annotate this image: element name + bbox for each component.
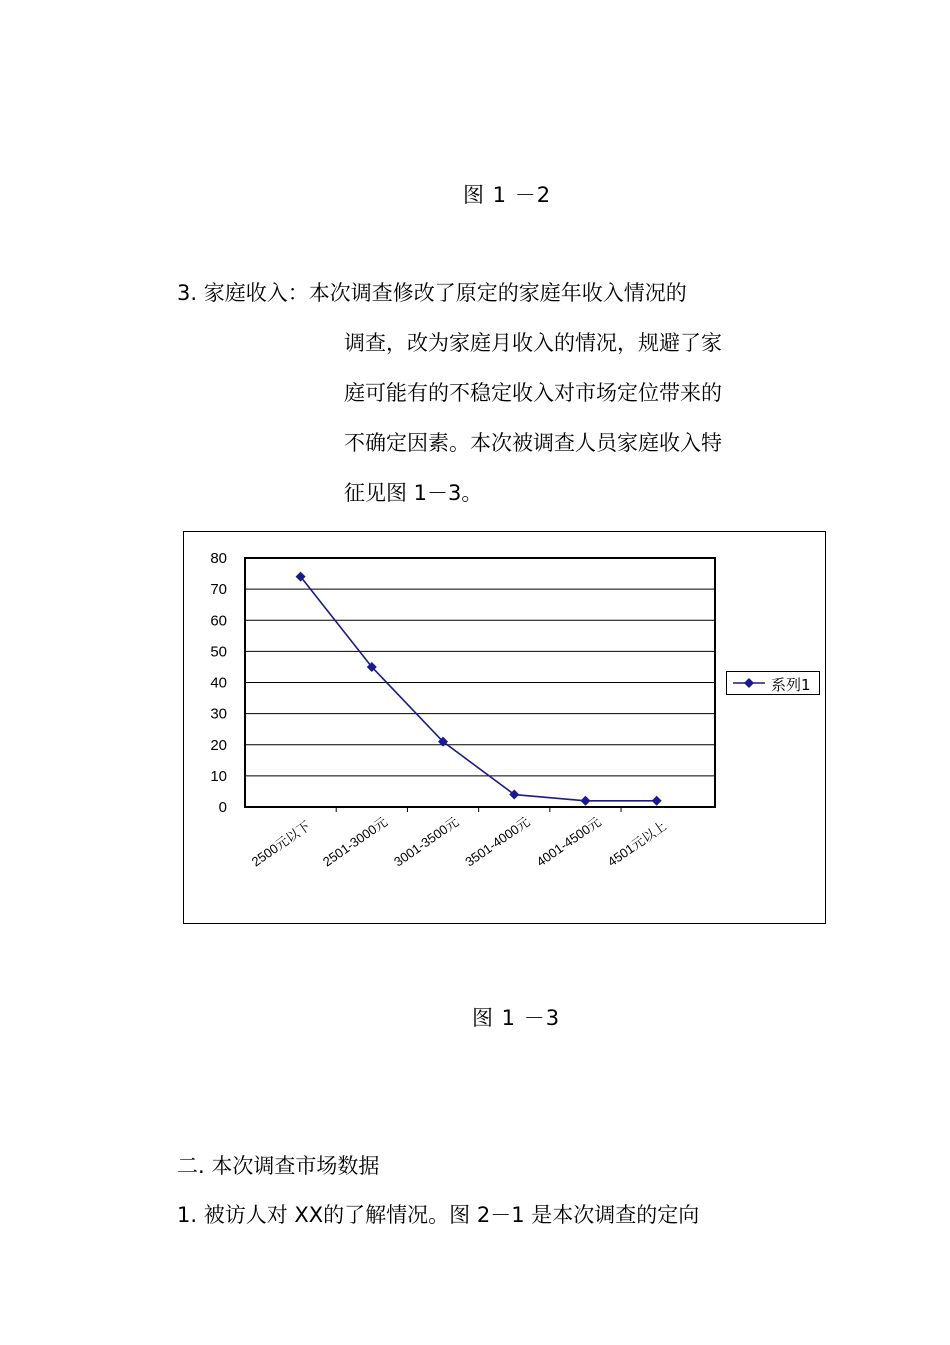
- chart-canvas: [184, 532, 827, 925]
- x-category-label: 4501元以上: [604, 818, 670, 870]
- y-tick-label: 80: [210, 550, 227, 567]
- y-tick-label: 70: [210, 581, 227, 599]
- data-point: [652, 796, 662, 806]
- x-category-label: 2500元以下: [248, 818, 313, 870]
- y-tick-label: 60: [210, 612, 227, 630]
- section3-line1: 3. 家庭收入：本次调查修改了原定的家庭年收入情况的: [177, 281, 687, 305]
- income-chart: [183, 531, 826, 924]
- section3-line4: 不确定因素。本次被调查人员家庭收入特: [344, 431, 722, 455]
- y-tick-label: 20: [210, 736, 227, 754]
- legend-marker-icon: [729, 672, 769, 694]
- legend-label: 系列1: [771, 676, 811, 694]
- data-point: [580, 796, 590, 806]
- x-category-label: 3001-3500元: [391, 814, 462, 870]
- y-tick-label: 0: [218, 799, 227, 816]
- figure-caption-1-2: 图 1 －2: [463, 183, 552, 207]
- x-category-label: 2501-3000元: [319, 814, 391, 870]
- section2-heading: 二. 本次调查市场数据: [177, 1154, 380, 1178]
- section3-line3: 庭可能有的不稳定收入对市场定位带来的: [344, 381, 722, 405]
- y-tick-label: 10: [210, 767, 227, 785]
- y-tick-label: 50: [210, 643, 227, 661]
- series-line: [301, 577, 657, 801]
- section3-line5: 征见图 1－3。: [344, 481, 483, 505]
- section2-line1: 1. 被访人对 XX的了解情况。图 2－1 是本次调查的定向: [177, 1203, 700, 1227]
- section3-line2: 调查，改为家庭月收入的情况，规避了家: [344, 331, 722, 355]
- chart-legend: [726, 671, 820, 695]
- y-tick-label: 30: [210, 705, 227, 723]
- figure-caption-1-3: 图 1 －3: [472, 1006, 561, 1030]
- x-category-label: 3501-4000元: [462, 814, 533, 870]
- x-category-label: 4001-4500元: [533, 814, 604, 870]
- y-tick-label: 40: [210, 674, 227, 692]
